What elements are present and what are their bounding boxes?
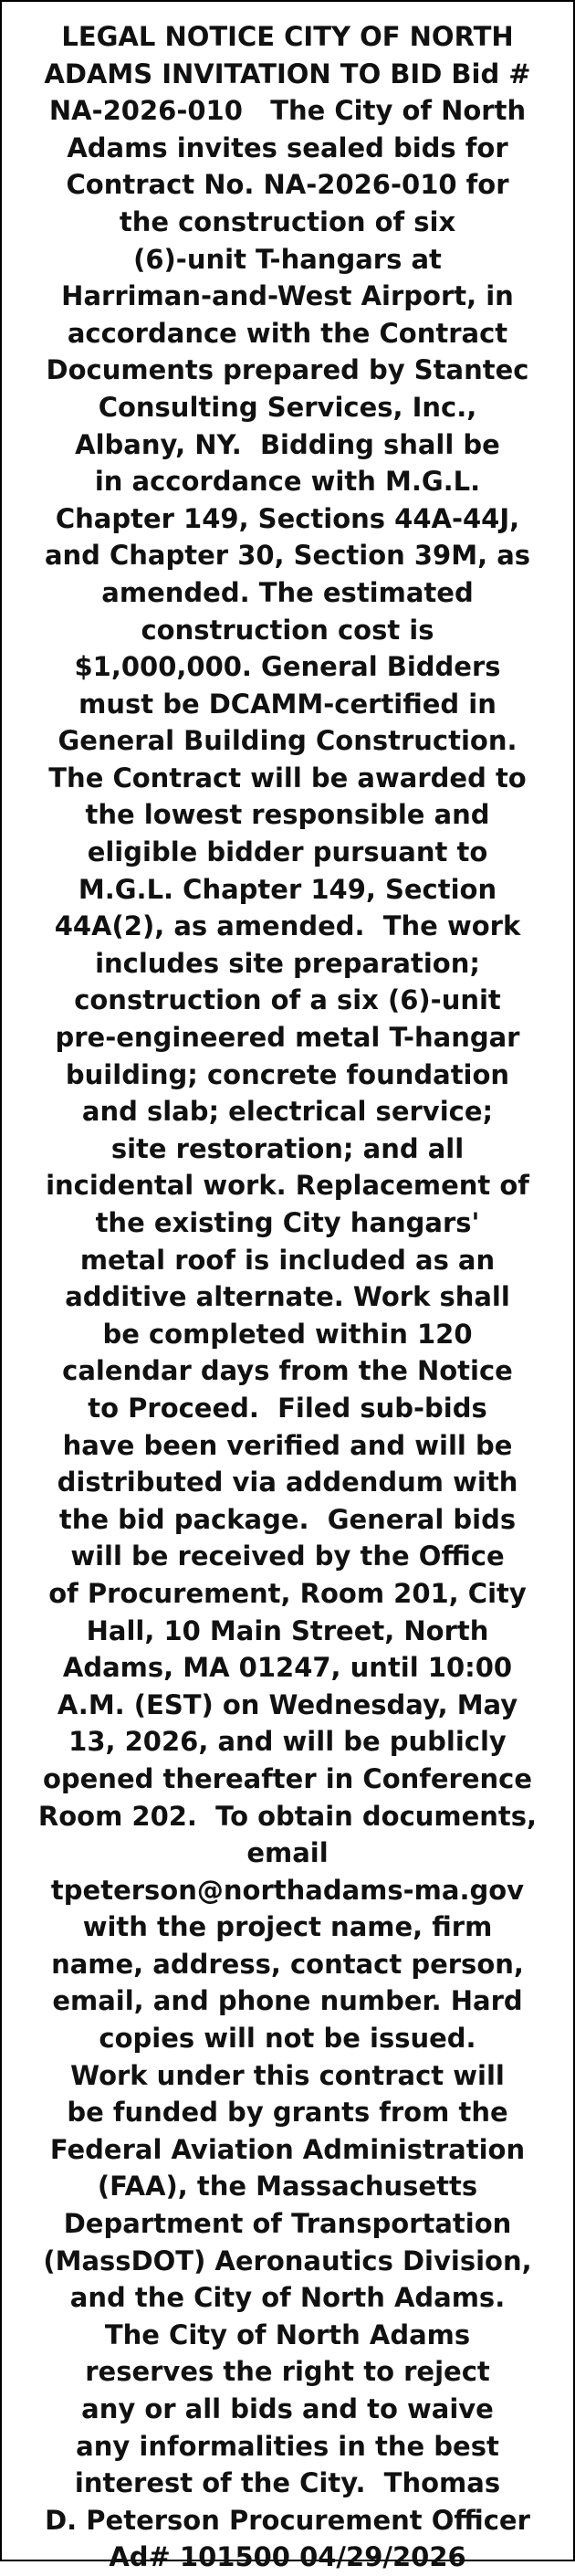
notice-line: additive alternate. Work shall [65, 1281, 510, 1313]
notice-line: General Building Construction. [58, 725, 518, 757]
notice-line: pre-engineered metal T-hangar [55, 1022, 520, 1054]
notice-line: Adams invites sealed bids for [67, 131, 508, 163]
notice-line: site restoration; and all [110, 1132, 465, 1164]
notice-line: any or all bids and to waive [81, 2393, 494, 2424]
notice-line: interest of the City. Thomas [74, 2467, 501, 2499]
notice-line: 13, 2026, and will be publicly [68, 1726, 507, 1758]
notice-line: in accordance with M.G.L. [94, 466, 481, 498]
notice-line: LEGAL NOTICE CITY OF NORTH [61, 21, 514, 52]
notice-line: the lowest responsible and [85, 799, 490, 831]
notice-line: M.G.L. Chapter 149, Section [78, 873, 497, 905]
notice-line: the existing City hangars' [95, 1207, 480, 1238]
notice-line: Department of Transportation [63, 2208, 512, 2240]
notice-line: name, address, contact person, [51, 1948, 524, 1980]
notice-line: Work under this contract will [70, 2059, 505, 2091]
notice-line: (MassDOT) Aeronautics Division, [43, 2245, 532, 2276]
notice-line: Federal Aviation Administration [49, 2133, 526, 2165]
notice-line: metal roof is included as an [79, 1244, 496, 1276]
notice-line: Chapter 149, Sections 44A-44J, [55, 502, 520, 534]
notice-line: amended. The estimated [101, 576, 474, 608]
notice-line: opened thereafter in Conference [42, 1762, 533, 1794]
notice-line: incidental work. Replacement of [46, 1170, 529, 1202]
notice-line: and the City of North Adams. [69, 2282, 506, 2314]
notice-line: tpeterson@northadams-ma.gov [50, 1874, 525, 1906]
notice-line: NA-2026-010 The City of North [48, 95, 527, 127]
notice-line: email, and phone number. Hard [52, 1985, 523, 2017]
notice-line: Contract No. NA-2026-010 for [66, 169, 509, 201]
notice-line: of Procurement, Room 201, City [48, 1577, 527, 1609]
notice-line: The City of North Adams [104, 2318, 471, 2350]
notice-line: calendar days from the Notice [62, 1355, 513, 1387]
notice-line: with the project name, firm [82, 1911, 493, 1943]
notice-line: Harriman-and-West Airport, in [61, 280, 514, 312]
notice-line: includes site preparation; [95, 947, 480, 979]
notice-line: accordance with the Contract [67, 317, 508, 349]
notice-line: the bid package. General bids [58, 1503, 517, 1535]
notice-line: ADAMS INVITATION TO BID Bid # [44, 58, 531, 89]
notice-line: (6)-unit T-hangars at [133, 243, 442, 275]
notice-line: Documents prepared by Stantec [46, 354, 529, 386]
notice-line: must be DCAMM-certified in [78, 688, 497, 720]
notice-line: any informalities in the best [76, 2430, 499, 2462]
notice-line: Adams, MA 01247, until 10:00 [62, 1652, 513, 1684]
notice-line: reserves the right to reject [85, 2356, 490, 2388]
notice-line: be funded by grants from the [67, 2097, 508, 2129]
notice-line: email [246, 1837, 329, 1869]
notice-line: Albany, NY. Bidding shall be [75, 428, 500, 460]
notice-line: eligible bidder pursuant to [87, 836, 488, 868]
notice-line: construction cost is [141, 614, 434, 646]
notice-line: construction of a six (6)-unit [74, 984, 501, 1016]
notice-line: Ad# 101500 04/29/2026 [109, 2541, 466, 2573]
legal-notice-text [11, 18, 564, 2576]
notice-line: A.M. (EST) on Wednesday, May [57, 1688, 518, 1720]
notice-line: and Chapter 30, Section 39M, as [44, 540, 531, 572]
notice-line: (FAA), the Massachusetts [97, 2171, 478, 2203]
notice-line: building; concrete foundation [65, 1058, 510, 1090]
notice-line: $1,000,000. General Bidders [74, 651, 501, 683]
notice-line: Hall, 10 Main Street, North [86, 1614, 489, 1646]
notice-line: 44A(2), as amended. The work [54, 910, 521, 942]
notice-line: The Contract will be awarded to [48, 762, 527, 794]
notice-line: Room 202. To obtain documents, [37, 1800, 538, 1832]
notice-line: have been verified and will be [62, 1429, 513, 1461]
notice-line: D. Peterson Procurement Officer [45, 2504, 530, 2536]
notice-line: to Proceed. Filed sub-bids [88, 1392, 487, 1424]
notice-line: copies will not be issued. [99, 2023, 476, 2055]
notice-line: and slab; electrical service; [81, 1096, 494, 1128]
notice-line: will be received by the Office [70, 1540, 505, 1572]
notice-line: distributed via addendum with [57, 1467, 518, 1498]
notice-line: Consulting Services, Inc., [98, 391, 477, 423]
notice-line: be completed within 120 [102, 1318, 473, 1350]
notice-line: the construction of six [119, 205, 456, 237]
